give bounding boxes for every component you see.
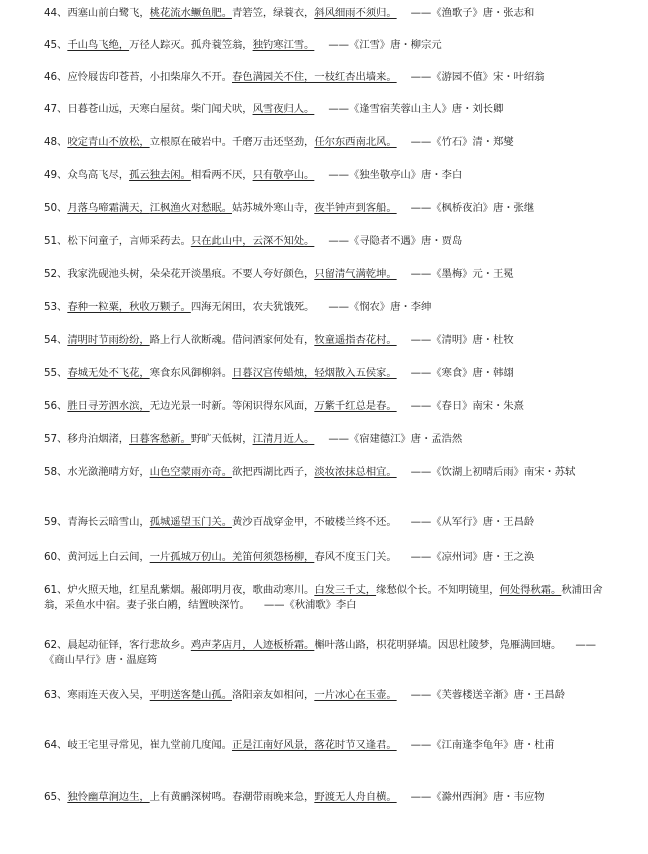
underlined-verse: 何处得秋霜。 bbox=[499, 584, 562, 596]
entry-number: 48 bbox=[44, 136, 58, 148]
underlined-verse: 月落乌啼霜满天， bbox=[67, 202, 150, 214]
verse-text: 洛阳亲友如相问， bbox=[231, 689, 315, 701]
poem-entry bbox=[44, 333, 616, 348]
attribution-dash: —— bbox=[328, 433, 349, 445]
verse-text: 秋浦田舍翁，采鱼水中宿。妻子张白鹇，结置映深竹。 bbox=[44, 584, 603, 611]
entry-number: 50 bbox=[44, 202, 58, 214]
attribution-dash: —— bbox=[328, 169, 349, 181]
verse-text: 炉火照天地，红星乱紫烟。赧郎明月夜，歌曲动寒川。 bbox=[67, 584, 315, 596]
underlined-verse: 清明时节雨纷纷， bbox=[67, 334, 150, 346]
poem-source: 《饮湖上初晴后雨》南宋・苏轼 bbox=[431, 466, 576, 478]
underlined-verse: 春色满园关不住，一枝红杏出墙来。 bbox=[231, 71, 397, 83]
verse-text: 寒食东风御柳斜。 bbox=[149, 367, 232, 379]
poem-entry bbox=[44, 432, 616, 447]
number-separator: 、 bbox=[57, 433, 68, 445]
poem-source: 《江南逢李龟年》唐・杜甫 bbox=[431, 739, 555, 751]
verse-text: 移舟泊烟渚， bbox=[67, 433, 130, 445]
poem-source: 《宿建德江》唐・孟浩然 bbox=[348, 433, 463, 445]
poem-entry bbox=[44, 550, 616, 565]
attribution-dash: —— bbox=[410, 7, 432, 19]
entry-number: 61 bbox=[44, 584, 58, 596]
poem-source: 《悯农》唐・李绅 bbox=[348, 301, 432, 313]
underlined-verse: 淡妆浓抹总相宜。 bbox=[314, 466, 397, 478]
underlined-verse: 孤云独去闲。 bbox=[129, 169, 191, 181]
poem-source: 《独坐敬亭山》唐・李白 bbox=[348, 169, 463, 181]
verse-text: 槲叶落山路，枳花明驿墙。因思杜陵梦，凫雁满回塘。 bbox=[314, 639, 562, 651]
attribution-dash: —— bbox=[328, 39, 349, 51]
attribution-dash: —— bbox=[410, 689, 432, 701]
number-separator: 、 bbox=[57, 689, 68, 701]
poem-entry bbox=[44, 102, 616, 117]
number-separator: 、 bbox=[57, 639, 68, 651]
underlined-verse: 江枫渔火对愁眠。 bbox=[149, 202, 232, 214]
attribution-dash: —— bbox=[410, 400, 432, 412]
number-separator: 、 bbox=[57, 516, 68, 528]
entry-number: 59 bbox=[44, 516, 58, 528]
verse-text: 青海长云暗雪山， bbox=[67, 516, 150, 528]
underlined-verse: 一片冰心在玉壶。 bbox=[314, 689, 397, 701]
poem-entry bbox=[44, 583, 616, 613]
poem-source: 《墨梅》元・王冕 bbox=[431, 268, 514, 280]
number-separator: 、 bbox=[57, 169, 68, 181]
underlined-verse: 斜风细雨不须归。 bbox=[314, 7, 397, 19]
poem-source: 《寒食》唐・韩翃 bbox=[431, 367, 514, 379]
verse-text: 姑苏城外寒山寺， bbox=[231, 202, 315, 214]
number-separator: 、 bbox=[57, 235, 68, 247]
poem-source: 《清明》唐・杜牧 bbox=[431, 334, 514, 346]
attribution-dash: —— bbox=[410, 136, 432, 148]
attribution-dash: —— bbox=[410, 551, 432, 563]
number-separator: 、 bbox=[57, 367, 68, 379]
entry-number: 64 bbox=[44, 739, 58, 751]
underlined-verse: 只留清气满乾坤。 bbox=[314, 268, 397, 280]
underlined-verse: 秋收万颗子。 bbox=[129, 301, 191, 313]
poem-entry bbox=[44, 366, 616, 381]
number-separator: 、 bbox=[57, 71, 68, 83]
poem-entry bbox=[44, 688, 616, 703]
entry-number: 55 bbox=[44, 367, 58, 379]
verse-text: 黄沙百战穿金甲，不破楼兰终不还。 bbox=[231, 516, 397, 528]
entry-number: 49 bbox=[44, 169, 58, 181]
verse-text: 野旷天低树， bbox=[190, 433, 253, 445]
attribution-dash: —— bbox=[410, 71, 432, 83]
verse-text: 水光潋滟晴方好， bbox=[67, 466, 150, 478]
verse-text: 松下问童子，言师采药去。 bbox=[67, 235, 191, 247]
poem-entry bbox=[44, 465, 616, 480]
poem-entry bbox=[44, 738, 616, 753]
underlined-verse: 日暮汉宫传蜡烛， bbox=[231, 367, 315, 379]
verse-text: 上有黄鹂深树鸣。春潮带雨晚来急， bbox=[149, 791, 315, 803]
poem-source: 《逢雪宿芙蓉山主人》唐・刘长卿 bbox=[348, 103, 504, 115]
underlined-verse: 轻烟散入五侯家。 bbox=[314, 367, 397, 379]
underlined-verse: 桃花流水鳜鱼肥。 bbox=[149, 7, 232, 19]
poem-entry bbox=[44, 267, 616, 282]
underlined-verse: 独钓寒江雪。 bbox=[252, 39, 315, 51]
entry-number: 47 bbox=[44, 103, 58, 115]
attribution-dash: —— bbox=[328, 103, 349, 115]
number-separator: 、 bbox=[57, 584, 68, 596]
underlined-verse: 胜日寻芳泗水滨， bbox=[67, 400, 150, 412]
verse-text: 相看两不厌， bbox=[190, 169, 253, 181]
number-separator: 、 bbox=[57, 466, 68, 478]
attribution-dash: —— bbox=[410, 367, 432, 379]
attribution-dash: —— bbox=[410, 791, 432, 803]
poem-source: 《枫桥夜泊》唐・张继 bbox=[431, 202, 535, 214]
verse-text: 欲把西湖比西子， bbox=[231, 466, 315, 478]
entry-number: 63 bbox=[44, 689, 58, 701]
poem-source: 《寻隐者不遇》唐・贾岛 bbox=[348, 235, 463, 247]
verse-text: 黄河远上白云间， bbox=[67, 551, 150, 563]
number-separator: 、 bbox=[57, 739, 68, 751]
underlined-verse: 只有敬亭山。 bbox=[252, 169, 315, 181]
underlined-verse: 山色空蒙雨亦奇。 bbox=[149, 466, 232, 478]
underlined-verse: 咬定青山不放松， bbox=[67, 136, 150, 148]
verse-text: 四海无闲田，农夫犹饿死。 bbox=[190, 301, 315, 313]
verse-text: 无边光景一时新。等闲识得东风面， bbox=[149, 400, 315, 412]
underlined-verse: 独怜幽草涧边生， bbox=[67, 791, 150, 803]
entry-number: 53 bbox=[44, 301, 58, 313]
verse-text: 众鸟高飞尽， bbox=[67, 169, 130, 181]
underlined-verse: 日暮客愁新。 bbox=[129, 433, 191, 445]
entry-number: 65 bbox=[44, 791, 58, 803]
poem-source: 《凉州词》唐・王之涣 bbox=[431, 551, 535, 563]
attribution-dash: —— bbox=[410, 516, 432, 528]
number-separator: 、 bbox=[57, 400, 68, 412]
number-separator: 、 bbox=[57, 7, 68, 19]
verse-text: 万径人踪灭。孤舟蓑笠翁， bbox=[129, 39, 253, 51]
poem-source: 《秋浦歌》李白 bbox=[284, 599, 357, 611]
number-separator: 、 bbox=[57, 791, 68, 803]
poem-entry bbox=[44, 38, 616, 53]
underlined-verse: 风雪夜归人。 bbox=[252, 103, 315, 115]
number-separator: 、 bbox=[57, 202, 68, 214]
attribution-dash: —— bbox=[410, 739, 432, 751]
underlined-verse: 千山鸟飞绝， bbox=[67, 39, 130, 51]
poem-entry bbox=[44, 6, 616, 21]
underlined-verse: 春城无处不飞花， bbox=[67, 367, 150, 379]
attribution-dash: —— bbox=[410, 268, 432, 280]
number-separator: 、 bbox=[57, 301, 68, 313]
underlined-verse: 任尔东西南北风。 bbox=[314, 136, 397, 148]
entry-number: 62 bbox=[44, 639, 58, 651]
entry-number: 52 bbox=[44, 268, 58, 280]
poem-source: 《游园不值》宋・叶绍翁 bbox=[431, 71, 545, 83]
poem-source: 《商山早行》唐・温庭筠 bbox=[44, 654, 158, 666]
entry-number: 45 bbox=[44, 39, 58, 51]
entry-number: 57 bbox=[44, 433, 58, 445]
poem-source: 《春日》南宋・朱熹 bbox=[431, 400, 524, 412]
underlined-verse: 孤城遥望玉门关。 bbox=[149, 516, 232, 528]
number-separator: 、 bbox=[57, 268, 68, 280]
attribution-dash: —— bbox=[575, 639, 596, 651]
attribution-dash: —— bbox=[410, 202, 432, 214]
number-separator: 、 bbox=[57, 136, 68, 148]
underlined-verse: 一片孤城万仞山。 bbox=[149, 551, 232, 563]
entry-number: 46 bbox=[44, 71, 58, 83]
poem-entry bbox=[44, 399, 616, 414]
underlined-verse: 夜半钟声到客船。 bbox=[314, 202, 397, 214]
underlined-verse: 野渡无人舟自横。 bbox=[314, 791, 397, 803]
verse-text: 缘愁似个长。不知明镜里， bbox=[376, 584, 500, 596]
poem-entry bbox=[44, 300, 616, 315]
poem-entry bbox=[44, 515, 616, 530]
entry-number: 56 bbox=[44, 400, 58, 412]
verse-text: 寒雨连天夜入吴， bbox=[67, 689, 150, 701]
underlined-verse: 万紫千红总是春。 bbox=[314, 400, 397, 412]
poem-entry bbox=[44, 638, 616, 668]
underlined-verse: 春种一粒粟， bbox=[67, 301, 130, 313]
number-separator: 、 bbox=[57, 103, 68, 115]
entry-number: 58 bbox=[44, 466, 58, 478]
attribution-dash: —— bbox=[328, 301, 349, 313]
poem-entry bbox=[44, 201, 616, 216]
underlined-verse: 平明送客楚山孤。 bbox=[149, 689, 232, 701]
number-separator: 、 bbox=[57, 39, 68, 51]
entry-number: 44 bbox=[44, 7, 58, 19]
entry-number: 51 bbox=[44, 235, 58, 247]
number-separator: 、 bbox=[57, 334, 68, 346]
underlined-verse: 正是江南好风景，落花时节又逢君。 bbox=[231, 739, 397, 751]
poem-source: 《从军行》唐・王昌龄 bbox=[431, 516, 535, 528]
poem-source: 《渔歌子》唐・张志和 bbox=[431, 7, 535, 19]
poem-source: 《竹石》清・郑燮 bbox=[431, 136, 514, 148]
poem-entry bbox=[44, 70, 616, 85]
attribution-dash: —— bbox=[328, 235, 349, 247]
entry-number: 54 bbox=[44, 334, 58, 346]
poem-entry bbox=[44, 168, 616, 183]
poem-entry bbox=[44, 234, 616, 249]
underlined-verse: 鸡声茅店月，人迹板桥霜。 bbox=[190, 639, 315, 651]
underlined-verse: 只在此山中，云深不知处。 bbox=[190, 235, 315, 247]
verse-text: 日暮苍山远，天寒白屋贫。柴门闻犬吠， bbox=[67, 103, 253, 115]
underlined-verse: 羌笛何须怨杨柳， bbox=[231, 551, 315, 563]
attribution-dash: —— bbox=[410, 334, 432, 346]
underlined-verse: 牧童遥指杏花村。 bbox=[314, 334, 397, 346]
number-separator: 、 bbox=[57, 551, 68, 563]
verse-text: 路上行人欲断魂。借问酒家何处有， bbox=[149, 334, 315, 346]
verse-text: 我家洗砚池头树，朵朵花开淡墨痕。不要人夸好颜色， bbox=[67, 268, 315, 280]
underlined-verse: 白发三千丈， bbox=[314, 584, 377, 596]
verse-text: 岐王宅里寻常见，崔九堂前几度闻。 bbox=[67, 739, 232, 751]
verse-text: 应怜屐齿印苍苔，小扣柴扉久不开。 bbox=[67, 71, 232, 83]
poem-source: 《江雪》唐・柳宗元 bbox=[348, 39, 442, 51]
attribution-dash: —— bbox=[263, 599, 285, 611]
verse-text: 晨起动征铎，客行悲故乡。 bbox=[67, 639, 191, 651]
verse-text: 西塞山前白鹭飞， bbox=[67, 7, 150, 19]
poem-entry bbox=[44, 790, 616, 805]
entry-number: 60 bbox=[44, 551, 58, 563]
underlined-verse: 江清月近人。 bbox=[252, 433, 315, 445]
verse-text: 立根原在破岩中。千磨万击还坚劲， bbox=[149, 136, 315, 148]
attribution-dash: —— bbox=[410, 466, 432, 478]
poem-source: 《芙蓉楼送辛渐》唐・王昌龄 bbox=[431, 689, 566, 701]
verse-text: 青箬笠，绿蓑衣， bbox=[231, 7, 315, 19]
poem-entry bbox=[44, 135, 616, 150]
verse-text: 春风不度玉门关。 bbox=[314, 551, 397, 563]
poem-source: 《滁州西涧》唐・韦应物 bbox=[431, 791, 545, 803]
